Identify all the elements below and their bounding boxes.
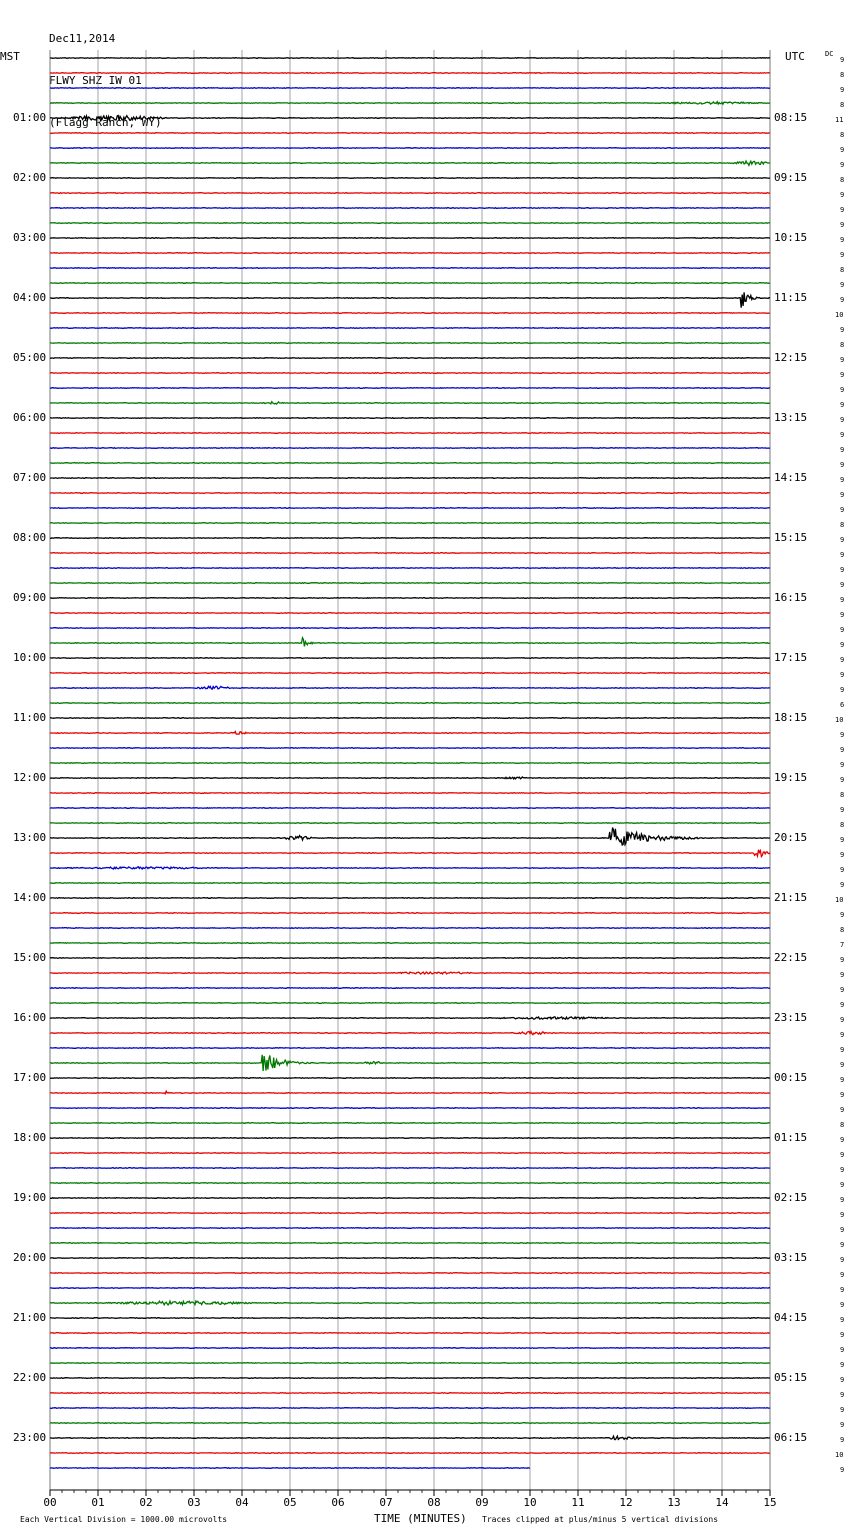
seismic-trace (50, 718, 770, 719)
seismic-trace (50, 1393, 770, 1394)
seismic-trace (50, 568, 770, 569)
seismic-trace (50, 388, 770, 389)
seismic-trace (50, 748, 770, 749)
dc-offset-value: 9 (840, 1256, 845, 1264)
seismic-trace (50, 850, 770, 857)
x-tick-label: 05 (283, 1496, 297, 1509)
dc-offset-value: 9 (840, 956, 845, 964)
station-location: (Flagg Ranch, WY) (49, 116, 162, 129)
seismic-trace (50, 133, 770, 134)
seismic-trace (50, 1183, 770, 1184)
seismic-trace (50, 583, 770, 584)
dc-offset-value: 9 (840, 536, 845, 544)
seismic-trace (50, 1468, 530, 1469)
utc-time-label: 17:15 (774, 651, 808, 664)
mst-time-label: 05:00 (13, 351, 47, 364)
dc-offset-value: 9 (840, 581, 845, 589)
utc-time-label: 06:15 (774, 1431, 808, 1444)
seismic-trace (50, 193, 770, 194)
dc-offset-value: 10 (835, 896, 844, 904)
dc-offset-value: 9 (840, 731, 845, 739)
dc-offset-value: 9 (840, 671, 845, 679)
seismic-trace (50, 102, 770, 104)
seismic-trace (50, 638, 770, 647)
seismic-trace (50, 161, 770, 165)
dc-offset-value: 9 (840, 326, 845, 334)
seismic-trace (50, 538, 770, 539)
utc-time-label: 19:15 (774, 771, 808, 784)
mst-time-label: 17:00 (13, 1071, 47, 1084)
dc-offset-value: 8 (840, 71, 845, 79)
utc-time-label: 02:15 (774, 1191, 808, 1204)
seismic-trace (50, 1108, 770, 1109)
seismic-trace (50, 1318, 770, 1319)
dc-offset-value: 9 (840, 1271, 845, 1279)
x-tick-label: 11 (571, 1496, 585, 1509)
mst-time-label: 11:00 (13, 711, 47, 724)
dc-offset-value: 9 (840, 1106, 845, 1114)
seismic-trace (50, 1288, 770, 1289)
seismic-trace (50, 478, 770, 479)
seismic-trace (50, 1168, 770, 1169)
x-tick-label: 01 (91, 1496, 105, 1509)
utc-time-label: 12:15 (774, 351, 808, 364)
dc-offset-value: 9 (840, 1016, 845, 1024)
seismic-trace (50, 238, 770, 239)
seismic-trace (50, 553, 770, 554)
x-tick-label: 08 (427, 1496, 441, 1509)
dc-offset-value: 9 (840, 1391, 845, 1399)
utc-time-label: 21:15 (774, 891, 808, 904)
dc-offset-value: 9 (840, 461, 845, 469)
dc-offset-value: 9 (840, 401, 845, 409)
dc-offset-value: 9 (840, 686, 845, 694)
dc-offset-value: 9 (840, 1136, 845, 1144)
scale-note: Each Vertical Division = 1000.00 microvolts (20, 1515, 228, 1524)
mst-time-label: 21:00 (13, 1311, 47, 1324)
dc-offset-value: 9 (840, 416, 845, 424)
dc-offset-value: 9 (840, 386, 845, 394)
seismic-trace (50, 823, 770, 824)
utc-time-label: 18:15 (774, 711, 808, 724)
seismic-trace (50, 116, 770, 121)
dc-offset-value: 10 (835, 716, 844, 724)
dc-offset-value: 9 (840, 1031, 845, 1039)
seismic-trace (50, 673, 770, 674)
x-tick-label: 00 (43, 1496, 57, 1509)
seismic-trace (50, 148, 770, 149)
x-tick-label: 07 (379, 1496, 393, 1509)
seismic-trace (50, 1258, 770, 1259)
x-tick-label: 04 (235, 1496, 249, 1509)
seismic-trace (50, 448, 770, 449)
recording-date: Dec11,2014 (49, 32, 116, 45)
seismic-trace (50, 1423, 770, 1424)
dc-offset-value: 8 (840, 176, 845, 184)
utc-time-label: 10:15 (774, 231, 808, 244)
dc-offset-value: 9 (840, 1316, 845, 1324)
seismic-trace (50, 402, 770, 404)
seismic-trace (50, 1032, 770, 1035)
dc-offset-value: 9 (840, 1436, 845, 1444)
seismic-trace (50, 1091, 770, 1094)
seismic-trace (50, 88, 770, 89)
dc-offset-value: 9 (840, 596, 845, 604)
seismic-trace (50, 732, 770, 735)
dc-offset-value: 8 (840, 926, 845, 934)
dc-offset-value: 9 (840, 1346, 845, 1354)
dc-offset-value: 9 (840, 296, 845, 304)
seismic-trace (50, 958, 770, 959)
seismic-trace (50, 58, 770, 59)
dc-offset-value: 9 (840, 851, 845, 859)
seismic-trace (50, 898, 770, 899)
seismic-trace (50, 1138, 770, 1139)
dc-offset-value: 9 (840, 566, 845, 574)
dc-offset-value: 9 (840, 86, 845, 94)
dc-offset-value: 9 (840, 1091, 845, 1099)
seismic-trace (50, 1228, 770, 1229)
dc-offset-value: 9 (840, 491, 845, 499)
mst-time-label: 09:00 (13, 591, 47, 604)
utc-time-label: 15:15 (774, 531, 808, 544)
time-axis (43, 1490, 776, 1509)
dc-offset-value: 9 (840, 506, 845, 514)
dc-offset-value: 8 (840, 266, 845, 274)
dc-offset-value: 9 (840, 1241, 845, 1249)
clip-note: Traces clipped at plus/minus 5 vertical divisions (482, 1515, 719, 1524)
dc-label: DC (825, 50, 834, 58)
seismic-trace (50, 1017, 770, 1019)
dc-offset-value: 9 (840, 1196, 845, 1204)
dc-offset-value: 9 (840, 971, 845, 979)
mst-time-label: 14:00 (13, 891, 47, 904)
dc-offset-value: 8 (840, 1121, 845, 1129)
seismic-trace (50, 1243, 770, 1244)
dc-offset-value: 8 (840, 131, 845, 139)
seismic-trace (50, 292, 770, 307)
seismic-trace (50, 793, 770, 794)
dc-offset-value: 9 (840, 866, 845, 874)
x-axis-title: TIME (MINUTES) (374, 1512, 467, 1525)
dc-offset-value: 9 (840, 1406, 845, 1414)
seismic-trace (50, 828, 770, 845)
dc-offset-value: 9 (840, 1466, 845, 1474)
dc-offset-value: 10 (835, 1451, 844, 1459)
mst-time-label: 02:00 (13, 171, 47, 184)
seismic-traces (50, 58, 770, 1469)
seismic-trace (50, 268, 770, 269)
x-tick-label: 14 (715, 1496, 729, 1509)
mst-time-label: 12:00 (13, 771, 47, 784)
seismic-trace (50, 223, 770, 224)
seismic-trace (50, 988, 770, 989)
dc-offset-value: 9 (840, 641, 845, 649)
mst-time-label: 13:00 (13, 831, 47, 844)
dc-offset-value: 9 (840, 881, 845, 889)
seismic-trace (50, 1153, 770, 1154)
seismic-trace (50, 943, 770, 944)
dc-offset-value: 9 (840, 371, 845, 379)
x-tick-label: 12 (619, 1496, 633, 1509)
mst-time-label: 10:00 (13, 651, 47, 664)
utc-time-label: 08:15 (774, 111, 808, 124)
dc-offset-value: 11 (835, 116, 844, 124)
dc-offset-value: 9 (840, 1151, 845, 1159)
seismic-trace (50, 493, 770, 494)
utc-time-label: 22:15 (774, 951, 808, 964)
seismic-trace (50, 373, 770, 374)
utc-time-label: 01:15 (774, 1131, 808, 1144)
seismic-trace (50, 1436, 770, 1440)
seismic-trace (50, 1363, 770, 1364)
dc-offset-value: 9 (840, 806, 845, 814)
seismic-trace (50, 777, 770, 779)
utc-time-label: 00:15 (774, 1071, 808, 1084)
dc-offset-value: 9 (840, 626, 845, 634)
dc-offset-value: 8 (840, 821, 845, 829)
utc-time-label: 03:15 (774, 1251, 808, 1264)
dc-offset-value: 9 (840, 281, 845, 289)
dc-offset-value: 9 (840, 746, 845, 754)
seismic-trace (50, 1213, 770, 1214)
dc-offset-value: 9 (840, 251, 845, 259)
dc-offset-value: 9 (840, 56, 845, 64)
dc-offset-value: 8 (840, 341, 845, 349)
seismic-trace (50, 418, 770, 419)
seismic-trace (50, 1055, 770, 1071)
utc-label: UTC (785, 50, 805, 63)
dc-offset-value: 9 (840, 1061, 845, 1069)
mst-time-label: 04:00 (13, 291, 47, 304)
x-tick-label: 03 (187, 1496, 201, 1509)
dc-offset-value: 9 (840, 1376, 845, 1384)
dc-offset-value: 9 (840, 1361, 845, 1369)
dc-offset-value: 8 (840, 521, 845, 529)
seismic-trace (50, 508, 770, 509)
seismic-trace (50, 208, 770, 209)
seismic-trace (50, 883, 770, 884)
dc-offset-value: 9 (840, 146, 845, 154)
seismic-trace (50, 463, 770, 464)
seismic-trace (50, 1453, 770, 1454)
dc-offset-value: 9 (840, 986, 845, 994)
utc-time-label: 14:15 (774, 471, 808, 484)
dc-offset-value: 9 (840, 1076, 845, 1084)
seismic-trace (50, 1048, 770, 1049)
mst-time-label: 23:00 (13, 1431, 47, 1444)
seismic-trace (50, 928, 770, 929)
dc-offset-value: 9 (840, 611, 845, 619)
seismic-trace (50, 1078, 770, 1079)
seismic-trace (50, 913, 770, 914)
seismic-trace (50, 178, 770, 179)
dc-offset-value: 8 (840, 101, 845, 109)
dc-offset-value: 9 (840, 476, 845, 484)
seismic-trace (50, 598, 770, 599)
dc-offset-value: 9 (840, 1286, 845, 1294)
seismic-trace (50, 313, 770, 314)
dc-offset-value: 9 (840, 236, 845, 244)
time-gridlines (50, 50, 770, 1490)
seismic-trace (50, 703, 770, 704)
seismic-trace (50, 523, 770, 524)
station-code: FLWY SHZ IW 01 (49, 74, 142, 87)
dc-offset-value: 9 (840, 776, 845, 784)
dc-offset-value: 9 (840, 221, 845, 229)
seismic-trace (50, 253, 770, 254)
dc-offset-value: 9 (840, 656, 845, 664)
x-tick-label: 10 (523, 1496, 537, 1509)
seismic-trace (50, 1378, 770, 1379)
seismic-trace (50, 763, 770, 764)
utc-time-label: 20:15 (774, 831, 808, 844)
dc-offset-value: 10 (835, 311, 844, 319)
seismic-trace (50, 658, 770, 659)
mst-time-label: 22:00 (13, 1371, 47, 1384)
dc-offset-value: 9 (840, 551, 845, 559)
mst-time-label: 03:00 (13, 231, 47, 244)
dc-offset-value: 9 (840, 761, 845, 769)
seismic-trace (50, 628, 770, 629)
mst-time-label: 07:00 (13, 471, 47, 484)
seismic-trace (50, 613, 770, 614)
seismic-trace (50, 343, 770, 344)
seismic-trace (50, 1273, 770, 1274)
dc-offset-value: 9 (840, 1181, 845, 1189)
seismic-trace (50, 808, 770, 809)
mst-time-label: 16:00 (13, 1011, 47, 1024)
seismic-trace (50, 1333, 770, 1334)
seismic-trace (50, 686, 770, 689)
utc-time-label: 23:15 (774, 1011, 808, 1024)
dc-offset-value: 9 (840, 1046, 845, 1054)
mst-time-label: 15:00 (13, 951, 47, 964)
seismic-trace (50, 283, 770, 284)
dc-offset-value: 9 (840, 1301, 845, 1309)
seismic-trace (50, 867, 770, 869)
seismic-trace (50, 1301, 770, 1305)
seismic-trace (50, 1198, 770, 1199)
x-tick-label: 15 (763, 1496, 777, 1509)
x-tick-label: 13 (667, 1496, 681, 1509)
dc-offset-value: 9 (840, 356, 845, 364)
dc-offset-value: 9 (840, 1166, 845, 1174)
seismic-trace (50, 73, 770, 74)
mst-time-label: 18:00 (13, 1131, 47, 1144)
dc-offset-value: 6 (840, 701, 845, 709)
mst-time-label: 01:00 (13, 111, 47, 124)
mst-time-label: 19:00 (13, 1191, 47, 1204)
seismic-trace (50, 328, 770, 329)
mst-time-label: 20:00 (13, 1251, 47, 1264)
mst-time-label: 08:00 (13, 531, 47, 544)
dc-offset-value: 9 (840, 1001, 845, 1009)
seismic-trace (50, 1408, 770, 1409)
mst-label: MST (0, 50, 20, 63)
dc-offset-value: 9 (840, 1211, 845, 1219)
dc-offset-value: 9 (840, 1331, 845, 1339)
dc-offset-value: 9 (840, 836, 845, 844)
mst-time-label: 06:00 (13, 411, 47, 424)
x-tick-label: 09 (475, 1496, 489, 1509)
dc-offset-value: 9 (840, 206, 845, 214)
seismic-trace (50, 358, 770, 359)
dc-offset-value: 9 (840, 191, 845, 199)
seismic-trace (50, 972, 770, 974)
dc-offset-value: 9 (840, 446, 845, 454)
dc-offset-value: 7 (840, 941, 845, 949)
x-tick-label: 06 (331, 1496, 345, 1509)
dc-offset-value: 9 (840, 161, 845, 169)
dc-offset-value: 8 (840, 791, 845, 799)
seismic-trace (50, 1348, 770, 1349)
utc-time-label: 16:15 (774, 591, 808, 604)
utc-time-label: 11:15 (774, 291, 808, 304)
seismic-trace (50, 1123, 770, 1124)
utc-time-label: 13:15 (774, 411, 808, 424)
dc-offset-value: 9 (840, 1226, 845, 1234)
seismic-trace (50, 1003, 770, 1004)
dc-offset-value: 9 (840, 911, 845, 919)
dc-offset-value: 9 (840, 431, 845, 439)
utc-time-label: 09:15 (774, 171, 808, 184)
utc-time-label: 04:15 (774, 1311, 808, 1324)
dc-offset-value: 9 (840, 1421, 845, 1429)
seismic-trace (50, 433, 770, 434)
utc-time-label: 05:15 (774, 1371, 808, 1384)
x-tick-label: 02 (139, 1496, 153, 1509)
